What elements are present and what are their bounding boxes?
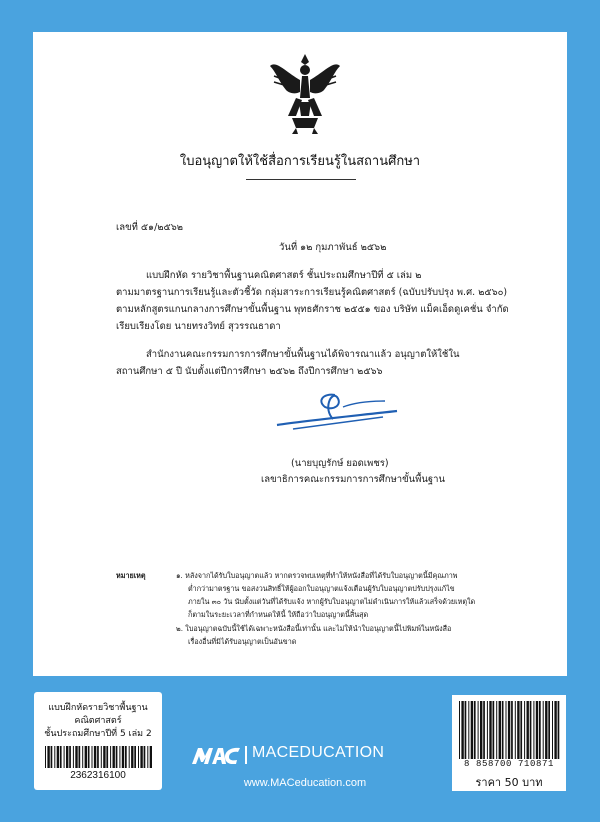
signer-name: (นายบุญรักษ์ ยอดเพชร) [291, 458, 389, 469]
note-1-line-2: ต่ำกว่ามาตรฐาน ขอสงวนสิทธิ์ให้ผู้ออกใบอนุญาตแจ้งเตือนผู้รับใบอนุญาตปรับปรุงแก้ไข [188, 584, 455, 593]
publisher-name: MACEDUCATION [252, 744, 385, 761]
body-paragraph-1-line-3: ตามหลักสูตรแกนกลางการศึกษาขั้นพื้นฐาน พุทธศักราช ๒๕๕๑ ของ บริษัท แม็คเอ็ดดูเคชั่น จำกัด [116, 304, 509, 315]
document-title: ใบอนุญาตให้ใช้สื่อการเรียนรู้ในสถานศึกษา [179, 154, 421, 169]
note-1-line-4: ก็ตามในระยะเวลาที่กำหนดให้นี้ ให้ถือว่าใบอนุญาตนี้สิ้นสุด [188, 610, 369, 619]
book-label [34, 692, 162, 790]
body-paragraph-2-line-2: สถานศึกษา ๕ ปี นับตั้งแต่ปีการศึกษา ๒๕๖๒ ถึงปีการศึกษา ๒๕๖๖ [116, 366, 383, 377]
title-underline [246, 179, 356, 180]
document-date: วันที่ ๑๒ กุมภาพันธ์ ๒๕๖๒ [279, 242, 387, 253]
price-label: ราคา 50 บาท [475, 776, 543, 789]
logo-divider [245, 746, 247, 764]
body-paragraph-1-line-1: แบบฝึกหัด รายวิชาพื้นฐานคณิตศาสตร์ ชั้นประถมศึกษาปีที่ ๕ เล่ม ๒ [146, 270, 422, 281]
product-code: 2362316100 [70, 770, 126, 781]
body-paragraph-2-line-1: สำนักงานคณะกรรมการการศึกษาขั้นพื้นฐานได้พิจารณาแล้ว อนุญาตให้ใช้ใน [146, 349, 460, 360]
publisher-website[interactable]: www.MACeducation.com [243, 777, 367, 789]
mac-logo-icon [192, 746, 242, 764]
garuda-emblem-icon [266, 50, 344, 136]
note-1-line-1: ๑. หลังจากได้รับใบอนุญาตแล้ว หากตรวจพบเหตุที่ทำให้หนังสือที่ได้รับใบอนุญาตนี้มีคุณภาพ [176, 571, 458, 580]
note-2-line-2: เรื่องอื่นที่มิได้รับอนุญาตเป็นอันขาด [188, 637, 297, 646]
isbn-number: 8 858700 710871 [463, 759, 554, 769]
book-label-line-2: คณิตศาสตร์ [74, 716, 122, 726]
note-1-line-3: ภายใน ๓๐ วัน นับตั้งแต่วันที่ได้รับแจ้ง หากผู้รับใบอนุญาตไม่ดำเนินการให้แล้วเสร็จด้วยเหตุใด [188, 597, 476, 606]
product-barcode [44, 746, 152, 768]
book-label-line-3: ชั้นประถมศึกษาปีที่ 5 เล่ม 2 [44, 729, 152, 739]
book-label-line-1: แบบฝึกหัดรายวิชาพื้นฐาน [48, 703, 148, 713]
isbn-label [452, 695, 566, 791]
publisher-logo [192, 744, 422, 766]
license-document [33, 32, 567, 676]
note-2-line-1: ๒. ใบอนุญาตฉบับนี้ใช้ได้เฉพาะหนังสือนี้เท่านั้น และไม่ให้นำใบอนุญาตนี้ไปพิมพ์ในหนังสือ [176, 624, 452, 633]
signature [273, 387, 403, 437]
notes-label: หมายเหตุ [116, 571, 146, 580]
signer-title: เลขาธิการคณะกรรมการการศึกษาขั้นพื้นฐาน [261, 474, 445, 485]
document-number: เลขที่ ๕๑/๒๕๖๒ [116, 222, 184, 233]
isbn-barcode [458, 701, 560, 759]
body-paragraph-1-line-4: เรียบเรียงโดย นายทรงวิทย์ สุวรรณธาดา [116, 321, 281, 332]
body-paragraph-1-line-2: ตามมาตรฐานการเรียนรู้และตัวชี้วัด กลุ่มสาระการเรียนรู้คณิตศาสตร์ (ฉบับปรับปรุง พ.ศ. ๒๕๖๐) [116, 287, 508, 298]
